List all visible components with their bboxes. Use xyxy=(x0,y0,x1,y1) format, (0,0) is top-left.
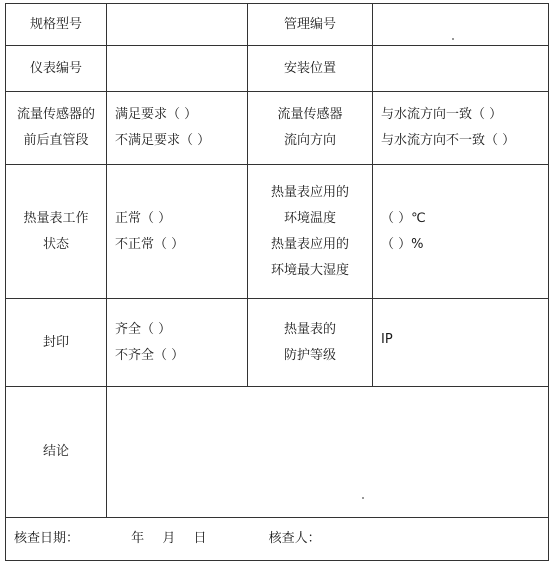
install-pos-label: 安装位置 xyxy=(248,46,373,92)
env-label-line: 热量表应用的 xyxy=(270,236,349,252)
date-label: 核查日期： xyxy=(14,531,80,546)
straight-pipe-label-line: 流量传感器的 xyxy=(16,107,95,122)
env-label-line: 环境温度 xyxy=(283,210,336,226)
protection-label-line: 热量表的 xyxy=(283,321,336,337)
flow-dir-label-line: 流向方向 xyxy=(283,133,336,148)
env-humidity-value[interactable]: （ ）% xyxy=(381,236,424,252)
row-footer xyxy=(6,518,549,561)
seal-label: 封印 xyxy=(6,299,107,387)
flow-dir-label-line: 流量传感器 xyxy=(277,107,343,122)
env-temperature-value[interactable]: （ ）℃ xyxy=(381,210,426,226)
row-seal xyxy=(6,299,549,387)
flow-dir-label xyxy=(248,92,373,165)
straight-pipe-options xyxy=(107,92,248,165)
option-different-direction[interactable]: 与水流方向不一致（ ） xyxy=(381,133,516,148)
work-state-label-line: 状态 xyxy=(42,236,69,252)
row-spec xyxy=(6,4,549,46)
seal-options xyxy=(107,299,248,387)
install-pos-value[interactable] xyxy=(373,46,549,92)
protection-value[interactable]: IP xyxy=(373,299,549,387)
flow-dir-options xyxy=(373,92,549,165)
row-conclusion xyxy=(6,387,549,518)
date-month: 月 xyxy=(162,531,176,546)
scan-speck xyxy=(362,497,364,499)
inspector-label: 核查人： xyxy=(268,531,321,546)
row-work-state xyxy=(6,165,549,299)
env-values xyxy=(373,165,549,299)
inspection-form-table xyxy=(5,3,549,561)
option-not-meets-requirements[interactable]: 不满足要求（ ） xyxy=(115,133,211,148)
env-label-line: 热量表应用的 xyxy=(270,184,349,200)
mgmt-no-value[interactable] xyxy=(373,4,549,46)
date-day: 日 xyxy=(193,531,207,546)
meter-no-value[interactable] xyxy=(107,46,248,92)
work-state-label-line: 热量表工作 xyxy=(23,210,89,226)
spec-value[interactable] xyxy=(107,4,248,46)
env-label xyxy=(248,165,373,299)
option-normal[interactable]: 正常（ ） xyxy=(115,210,172,226)
option-same-direction[interactable]: 与水流方向一致（ ） xyxy=(381,107,503,122)
footer-cell xyxy=(6,518,549,561)
conclusion-label: 结论 xyxy=(6,387,107,518)
env-label-line: 环境最大湿度 xyxy=(270,262,349,278)
spec-label: 规格型号 xyxy=(6,4,107,46)
date-year: 年 xyxy=(131,531,145,546)
work-state-label xyxy=(6,165,107,299)
straight-pipe-label xyxy=(6,92,107,165)
work-state-options xyxy=(107,165,248,299)
mgmt-no-label: 管理编号 xyxy=(248,4,373,46)
straight-pipe-label-line: 前后直管段 xyxy=(23,133,89,148)
row-meter-no xyxy=(6,46,549,92)
option-abnormal[interactable]: 不正常（ ） xyxy=(115,236,185,252)
option-meets-requirements[interactable]: 满足要求（ ） xyxy=(115,107,198,122)
conclusion-value[interactable] xyxy=(107,387,549,518)
protection-label xyxy=(248,299,373,387)
protection-label-line: 防护等级 xyxy=(283,347,336,363)
option-complete[interactable]: 齐全（ ） xyxy=(115,321,172,337)
scan-speck xyxy=(452,38,454,40)
meter-no-label: 仪表编号 xyxy=(6,46,107,92)
option-incomplete[interactable]: 不齐全（ ） xyxy=(115,347,185,363)
row-straight-pipe xyxy=(6,92,549,165)
